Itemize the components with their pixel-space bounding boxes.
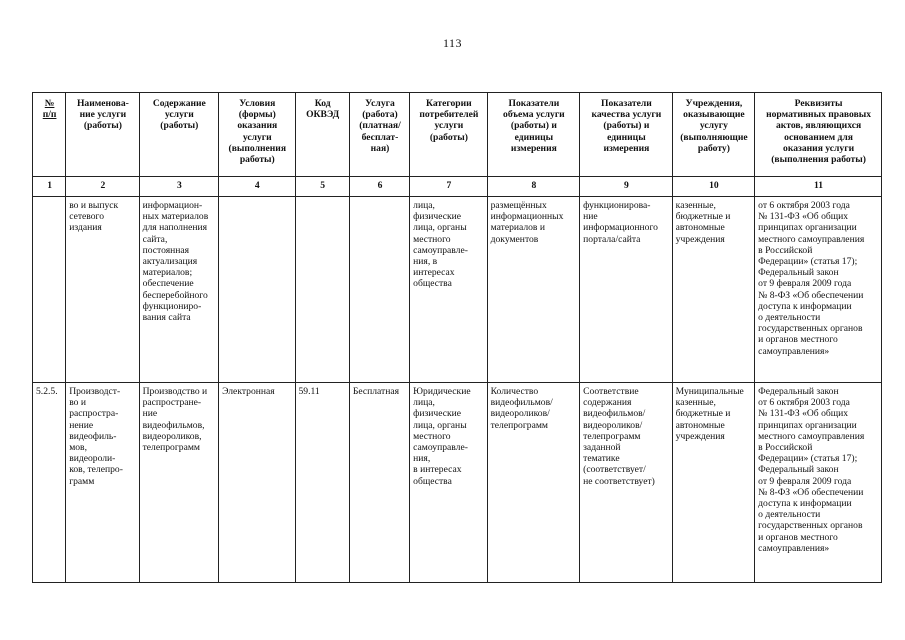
table-cell bbox=[219, 197, 295, 383]
table-cell: функционирова- ние информационного портала/сайта bbox=[580, 197, 673, 383]
header-cell-legal-acts: Реквизиты нормативных правовых актов, являющихся основанием для оказания услуги (выполнения работы) bbox=[755, 93, 882, 177]
header-cell-conditions: Условия (формы) оказания услуги (выполнения работы) bbox=[219, 93, 295, 177]
table-cell bbox=[349, 197, 409, 383]
table-cell: во и выпуск сетевого издания bbox=[66, 197, 139, 383]
table-cell: информацион- ных материалов для наполнения сайта, постоянная актуализация материалов; обеспечение бесперебойного функциониро- вания сайта bbox=[139, 197, 218, 383]
page-number: 113 bbox=[442, 36, 463, 50]
table-cell bbox=[33, 197, 66, 383]
column-number: 2 bbox=[66, 177, 139, 197]
header-cell-paid-free: Услуга (работа) (платная/ бесплат- ная) bbox=[349, 93, 409, 177]
column-number: 11 bbox=[755, 177, 882, 197]
column-number: 10 bbox=[672, 177, 754, 197]
column-number: 4 bbox=[219, 177, 295, 197]
table-cell bbox=[295, 197, 349, 383]
header-cell-content: Содержание услуги (работы) bbox=[139, 93, 218, 177]
header-cell-service-name: Наименова- ние услуги (работы) bbox=[66, 93, 139, 177]
column-number: 1 bbox=[33, 177, 66, 197]
table-row bbox=[33, 197, 882, 383]
header-row bbox=[33, 93, 882, 177]
table-cell: Электронная bbox=[219, 383, 295, 583]
table-cell: Муниципальные казенные, бюджетные и автономные учреждения bbox=[672, 383, 754, 583]
column-number: 7 bbox=[410, 177, 487, 197]
column-number: 6 bbox=[349, 177, 409, 197]
header-cell-volume: Показатели объема услуги (работы) и единицы измерения bbox=[487, 93, 580, 177]
services-table bbox=[32, 92, 882, 583]
table-cell: лица, физические лица, органы местного самоуправле- ния, в интересах общества bbox=[410, 197, 487, 383]
header-cell-institutions: Учреждения, оказывающие услугу (выполняющие работу) bbox=[672, 93, 754, 177]
table-cell: Федеральный закон от 6 октября 2003 года № 131-ФЗ «Об общих принципах организации местного самоуправления в Российской Федерации» (статья 17); Федеральный закон от 9 февраля 2009 года № 8-ФЗ «Об обеспечении доступа к информации о деятельности государственных органов и органов местного самоуправления» bbox=[755, 383, 882, 583]
table-cell: Бесплатная bbox=[349, 383, 409, 583]
table-cell: Соответствие содержания видеофильмов/ видеороликов/ телепрограмм заданной тематике (соответствует/ не соответствует) bbox=[580, 383, 673, 583]
table-cell: размещённых информационных материалов и документов bbox=[487, 197, 580, 383]
column-number: 9 bbox=[580, 177, 673, 197]
table-cell: Производство и распростране- ние видеофильмов, видеороликов, телепрограмм bbox=[139, 383, 218, 583]
column-number: 3 bbox=[139, 177, 218, 197]
table-cell: Юридические лица, физические лица, органы местного самоуправле- ния, в интересах общества bbox=[410, 383, 487, 583]
table-cell: 5.2.5. bbox=[33, 383, 66, 583]
table-cell: 59.11 bbox=[295, 383, 349, 583]
column-number: 8 bbox=[487, 177, 580, 197]
header-cell-quality: Показатели качества услуги (работы) и единицы измерения bbox=[580, 93, 673, 177]
table-row bbox=[33, 383, 882, 583]
column-number-row bbox=[33, 177, 882, 197]
column-number: 5 bbox=[295, 177, 349, 197]
table-cell: казенные, бюджетные и автономные учреждения bbox=[672, 197, 754, 383]
table-cell: Количество видеофильмов/ видеороликов/ телепрограмм bbox=[487, 383, 580, 583]
header-cell-number: № п/п bbox=[33, 93, 66, 177]
table-cell: от 6 октября 2003 года № 131-ФЗ «Об общих принципах организации местного самоуправления в Российской Федерации» (статья 17); Федеральный закон от 9 февраля 2009 года № 8-ФЗ «Об обеспечении доступа к информации о деятельности государственных органов и органов местного самоуправления» bbox=[755, 197, 882, 383]
table-cell: Производст- во и распростра- нение видеофиль- мов, видеороли- ков, телепро- грамм bbox=[66, 383, 139, 583]
header-cell-consumers: Категории потребителей услуги (работы) bbox=[410, 93, 487, 177]
header-cell-okved: Код ОКВЭД bbox=[295, 93, 349, 177]
